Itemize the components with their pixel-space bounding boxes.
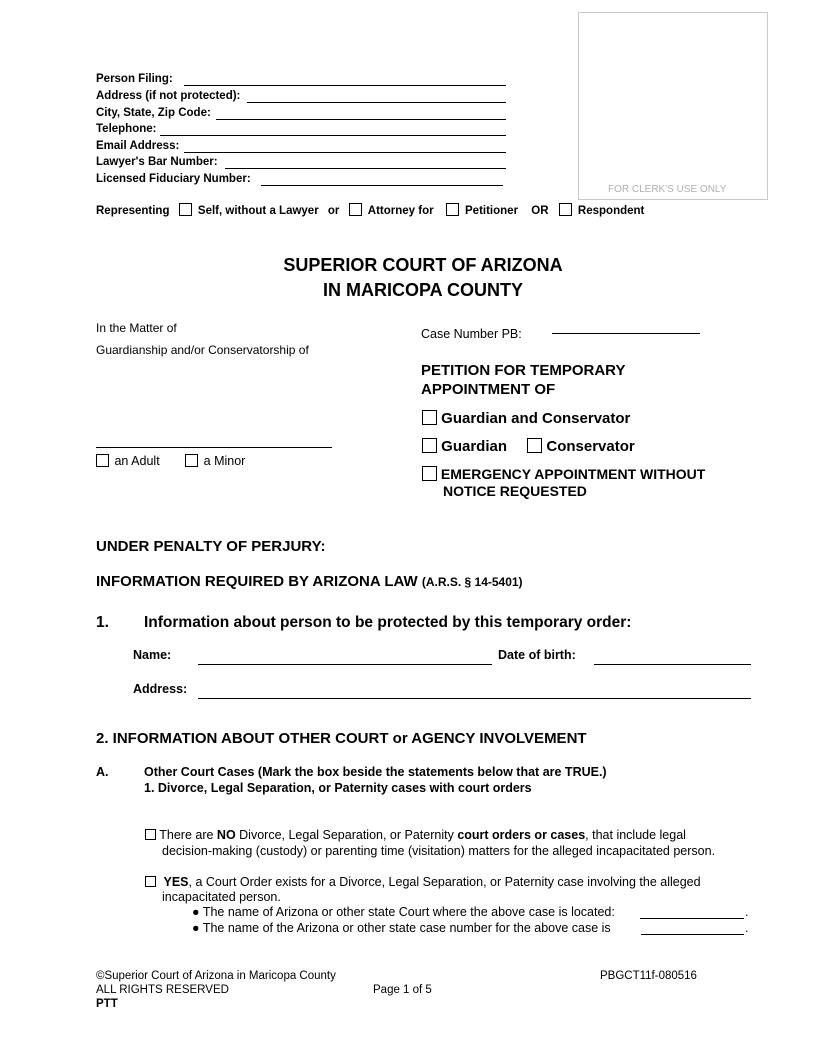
fiduciary-field[interactable] [261, 185, 503, 186]
self-label: Self, without a Lawyer [197, 205, 319, 217]
dob-field[interactable] [594, 664, 751, 665]
info-required-heading [96, 573, 523, 590]
option-emergency [422, 466, 705, 482]
section2-a-line1: Other Court Cases (Mark the box beside the statements below that are TRUE.) [144, 765, 607, 779]
bullet-icon: ● [192, 921, 200, 935]
clerk-use-label: FOR CLERK'S USE ONLY [608, 184, 727, 195]
bullet-case-number-text: The name of the Arizona or other state case number for the above case is [202, 921, 611, 935]
guardian-checkbox[interactable] [422, 438, 437, 453]
address-label-section1: Address: [133, 682, 188, 696]
representing-row [96, 203, 644, 217]
no-cases-text-pre: There are [159, 828, 217, 842]
yes-order-text-yes: YES [163, 875, 189, 889]
respondent-checkbox[interactable] [559, 203, 572, 216]
emergency-checkbox[interactable] [422, 466, 437, 481]
option-single [422, 438, 635, 455]
attorney-checkbox[interactable] [349, 203, 362, 216]
bullet-case-number [192, 921, 611, 935]
statute-cite: (A.R.S. § 14-5401) [421, 575, 523, 589]
yes-order-text-line1: , a Court Order exists for a Divorce, Legal Separation, or Paternity case involving the alleged [188, 875, 701, 889]
period-mark: . [745, 921, 749, 935]
other-court-name-field[interactable] [640, 918, 744, 919]
emergency-label-line1: EMERGENCY APPOINTMENT WITHOUT [440, 466, 706, 482]
bullet-icon: ● [192, 905, 200, 919]
attorney-label: Attorney for [367, 205, 434, 217]
petition-title-line2: APPOINTMENT OF [421, 381, 556, 398]
ward-name-field[interactable] [96, 447, 332, 448]
no-cases-text-orders: court orders or cases [457, 828, 586, 842]
address-field[interactable] [247, 102, 506, 103]
bar-number-field[interactable] [225, 168, 506, 169]
footer-code: PTT [96, 998, 118, 1010]
conservator-label: Conservator [546, 438, 635, 455]
no-cases-text-no: NO [216, 828, 236, 842]
petition-title-line1: PETITION FOR TEMPORARY [421, 362, 626, 379]
ward-full-name-field[interactable] [198, 664, 492, 665]
penalty-heading: UNDER PENALTY OF PERJURY: [96, 538, 326, 555]
matter-line1: In the Matter of [96, 321, 177, 335]
or-text: or [327, 205, 340, 217]
no-cases-checkbox[interactable] [145, 829, 156, 840]
section2-a-label: A. [96, 765, 109, 779]
info-required-text: INFORMATION REQUIRED BY ARIZONA LAW [96, 573, 418, 590]
adult-label: an Adult [114, 454, 160, 468]
case-number-field[interactable] [552, 333, 700, 334]
emergency-label-line2: NOTICE REQUESTED [443, 483, 587, 499]
footer-page-number: Page 1 of 5 [373, 984, 432, 996]
guardian-label: Guardian [441, 438, 508, 455]
section2-title: 2. INFORMATION ABOUT OTHER COURT or AGENCY INVOLVEMENT [96, 730, 587, 747]
email-field[interactable] [184, 152, 506, 153]
conservator-checkbox[interactable] [527, 438, 542, 453]
minor-checkbox[interactable] [185, 454, 198, 467]
footer-rights: ALL RIGHTS RESERVED [96, 984, 229, 996]
ward-address-field[interactable] [198, 698, 751, 699]
email-label: Email Address: [96, 140, 180, 152]
clerk-use-box [578, 12, 768, 200]
bar-number-label: Lawyer's Bar Number: [96, 156, 218, 168]
bullet-court-name-text: The name of Arizona or other state Court where the above case is located: [202, 905, 615, 919]
name-label: Name: [133, 648, 172, 662]
other-case-number-field[interactable] [641, 934, 744, 935]
no-cases-text-post: , that include legal [585, 828, 686, 842]
footer-form-id: PBGCT11f-080516 [600, 970, 697, 982]
age-options [96, 454, 245, 468]
minor-label: a Minor [203, 454, 246, 468]
city-field[interactable] [216, 119, 506, 120]
respondent-label: Respondent [577, 205, 645, 217]
section1-title: Information about person to be protected by this temporary order: [144, 614, 632, 631]
person-filing-field[interactable] [184, 85, 506, 86]
yes-order-statement [145, 875, 701, 889]
yes-order-line2: incapacitated person. [162, 890, 281, 904]
case-number-label: Case Number PB: [421, 327, 522, 341]
address-label: Address (if not protected): [96, 90, 241, 102]
adult-checkbox[interactable] [96, 454, 109, 467]
city-label: City, State, Zip Code: [96, 107, 211, 119]
footer-copyright: ©Superior Court of Arizona in Maricopa County [96, 970, 336, 982]
period-mark: . [745, 905, 749, 919]
guardian-conservator-label: Guardian and Conservator [441, 410, 631, 427]
no-cases-statement [145, 828, 686, 842]
option-both [422, 410, 630, 427]
bullet-court-name [192, 905, 615, 919]
person-filing-label: Person Filing: [96, 73, 173, 85]
telephone-label: Telephone: [96, 123, 157, 135]
no-cases-line2: decision-making (custody) or parenting time (visitation) matters for the alleged incapacitated person. [162, 844, 716, 858]
matter-line2: Guardianship and/or Conservatorship of [96, 343, 309, 357]
telephone-field[interactable] [160, 135, 506, 136]
dob-label: Date of birth: [498, 648, 576, 662]
petitioner-label: Petitioner [465, 205, 519, 217]
court-title: SUPERIOR COURT OF ARIZONA [283, 255, 563, 275]
self-checkbox[interactable] [179, 203, 192, 216]
fiduciary-label: Licensed Fiduciary Number: [96, 173, 251, 185]
petitioner-checkbox[interactable] [446, 203, 459, 216]
guardian-conservator-checkbox[interactable] [422, 410, 437, 425]
section1-number: 1. [96, 614, 109, 631]
no-cases-text-mid: Divorce, Legal Separation, or Paternity [235, 828, 458, 842]
section2-a-line2: 1. Divorce, Legal Separation, or Paternity cases with court orders [144, 781, 532, 795]
yes-order-checkbox[interactable] [145, 876, 156, 887]
county-title: IN MARICOPA COUNTY [323, 280, 523, 300]
or-text-2: OR [531, 205, 549, 217]
representing-label: Representing [96, 205, 170, 217]
